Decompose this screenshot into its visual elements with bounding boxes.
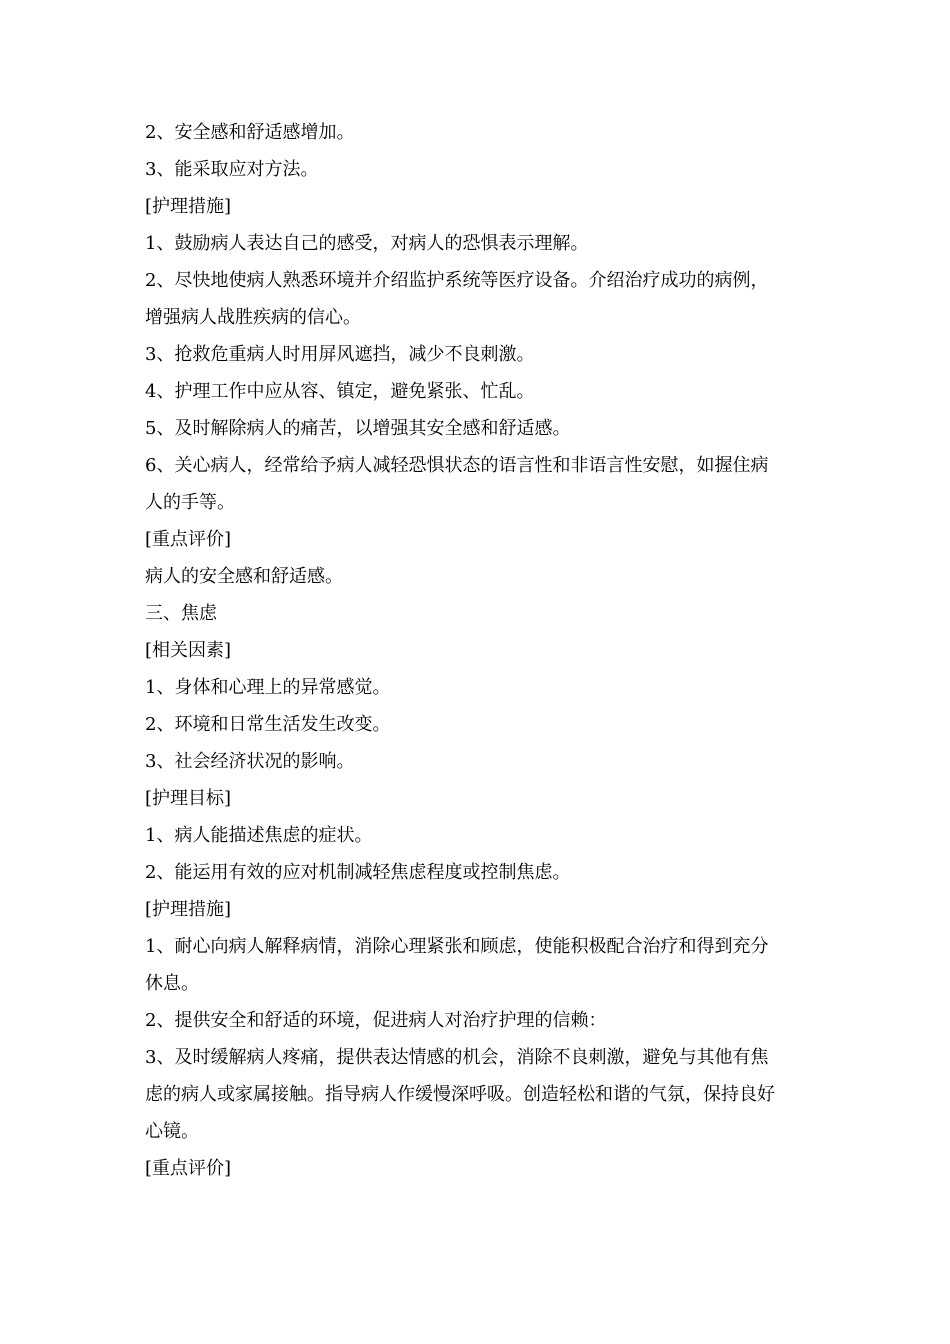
- text-line: 3、抢救危重病人时用屏风遮挡，减少不良刺激。: [145, 344, 535, 365]
- text-line: 5、及时解除病人的痛苦，以增强其安全感和舒适感。: [145, 418, 571, 439]
- text-line: 增强病人战胜疾病的信心。: [145, 307, 361, 328]
- document-body: [145, 114, 815, 1187]
- text-line: 1、身体和心理上的异常感觉。: [145, 677, 391, 698]
- text-line: 3、社会经济状况的影响。: [145, 751, 355, 772]
- text-line: 3、及时缓解病人疼痛，提供表达情感的机会，消除不良刺激，避免与其他有焦: [145, 1047, 769, 1068]
- text-line: 1、鼓励病人表达自己的感受，对病人的恐惧表示理解。: [145, 233, 589, 254]
- text-line: 2、能运用有效的应对机制减轻焦虑程度或控制焦虑。: [145, 862, 571, 883]
- text-line: 2、提供安全和舒适的环境，促进病人对治疗护理的信赖：: [145, 1010, 607, 1031]
- section-heading: [重点评价]: [145, 529, 232, 550]
- section-heading: [重点评价]: [145, 1158, 232, 1179]
- chapter-heading: 三、焦虑: [145, 603, 217, 624]
- text-line: 2、尽快地使病人熟悉环境并介绍监护系统等医疗设备。介绍治疗成功的病例，: [145, 270, 769, 291]
- text-line: 病人的安全感和舒适感。: [145, 566, 343, 587]
- text-line: 3、能采取应对方法。: [145, 159, 319, 180]
- text-line: 心镜。: [145, 1121, 199, 1142]
- text-line: 虑的病人或家属接触。指导病人作缓慢深呼吸。创造轻松和谐的气氛，保持良好: [145, 1084, 775, 1105]
- section-heading: [护理目标]: [145, 788, 232, 809]
- text-line: 6、关心病人，经常给予病人减轻恐惧状态的语言性和非语言性安慰，如握住病: [145, 455, 769, 476]
- text-line: 1、病人能描述焦虑的症状。: [145, 825, 373, 846]
- text-line: 1、耐心向病人解释病情，消除心理紧张和顾虑，使能积极配合治疗和得到充分: [145, 936, 769, 957]
- section-heading: [护理措施]: [145, 899, 232, 920]
- text-line: 2、环境和日常生活发生改变。: [145, 714, 391, 735]
- text-line: 4、护理工作中应从容、镇定，避免紧张、忙乱。: [145, 381, 535, 402]
- section-heading: [相关因素]: [145, 640, 232, 661]
- text-line: 休息。: [145, 973, 199, 994]
- section-heading: [护理措施]: [145, 196, 232, 217]
- text-line: 2、安全感和舒适感增加。: [145, 122, 355, 143]
- text-line: 人的手等。: [145, 492, 235, 513]
